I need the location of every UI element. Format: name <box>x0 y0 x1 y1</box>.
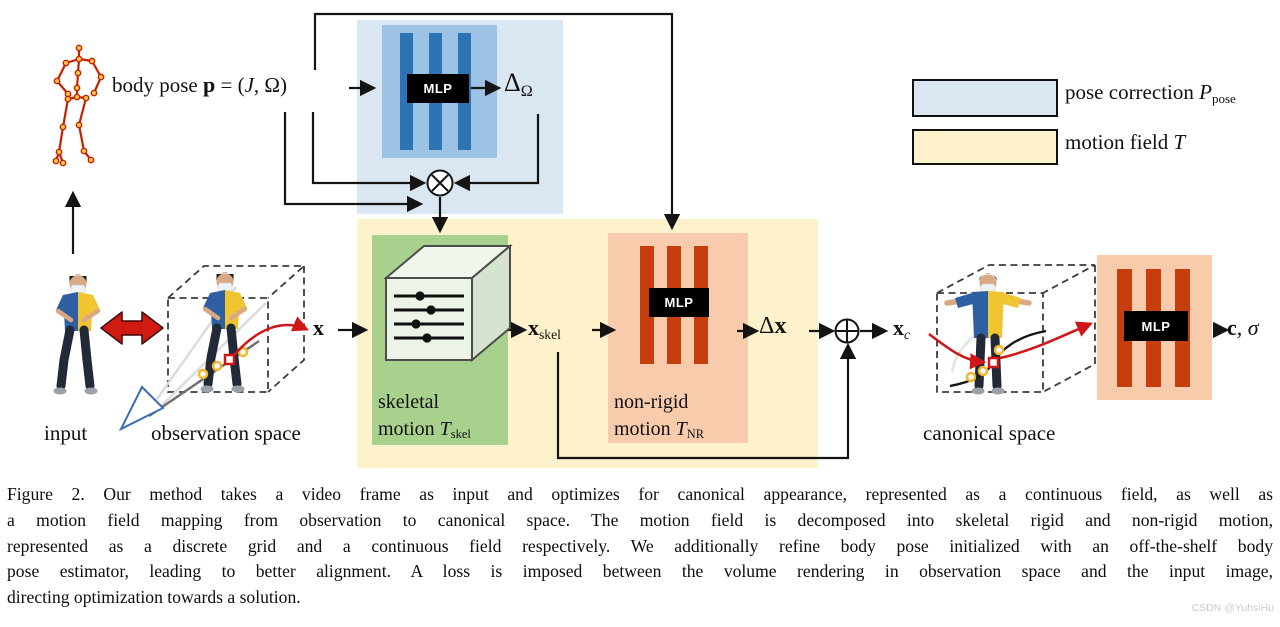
pose-mlp-label: MLP <box>407 74 469 103</box>
pose-multiply-node-icon <box>428 171 453 196</box>
figure-caption <box>7 482 1273 611</box>
c-subscript: c <box>904 326 911 342</box>
input-observation-double-arrow <box>101 312 163 344</box>
T-symbol: T <box>439 418 451 440</box>
skeletal-motion-label <box>378 389 471 445</box>
motion-text: motion <box>614 418 676 440</box>
nonrigid-text: non-rigid <box>614 391 689 413</box>
body-pose-text: body pose <box>112 73 203 97</box>
x-symbol: x <box>774 313 787 339</box>
sigma-symbol: σ <box>1247 315 1259 340</box>
motion-field-text: motion field <box>1065 130 1174 154</box>
delta-symbol: Δ <box>759 313 775 339</box>
pose-subscript: pose <box>1211 90 1236 106</box>
caption-line: represented as a discrete grid and a continuous field respectively. We additionally refine body pose initialized with an off-the-shelf body <box>7 535 1273 556</box>
nonrigid-motion-label <box>614 389 704 445</box>
delta-omega-to-multiply-line <box>457 114 538 183</box>
caption-line: pose estimator, leading to better alignment. A loss is imposed between the volume rendering in observation space and the input image, <box>7 561 1273 582</box>
caption-line: a motion field mapping from observation to canonical space. The motion field is decomposed into skeletal rigid and non-rigid motion, <box>7 509 1273 530</box>
x-symbol: x <box>528 315 539 340</box>
canonical-space-cube <box>937 265 1095 392</box>
canonical-person-photo <box>947 274 1029 395</box>
motion-text: motion <box>378 418 440 440</box>
nonrigid-mlp-label: MLP <box>649 288 709 317</box>
skeletal-text: skeletal <box>378 391 440 413</box>
J-symbol: J <box>244 73 254 97</box>
caption-line: directing optimization towards a solution. <box>7 587 301 608</box>
T-symbol: T <box>675 418 687 440</box>
c-symbol: c <box>1227 315 1237 340</box>
x-label: x <box>313 315 324 340</box>
input-label: input <box>44 421 88 445</box>
joints-line <box>285 112 420 204</box>
skel-subscript: skel <box>539 326 561 342</box>
position-add-node-icon <box>836 320 859 343</box>
delta-omega-label <box>504 68 533 98</box>
omega-subscript: Ω <box>520 82 533 100</box>
omega-line <box>313 112 423 183</box>
NR-subscript: NR <box>686 427 705 442</box>
body-pose-label <box>112 72 287 98</box>
canonical-to-mlp-red-arrow <box>1000 324 1090 358</box>
T-symbol: T <box>1173 130 1186 154</box>
comma-text: , <box>1236 315 1248 340</box>
legend-pose-correction-label <box>1065 80 1236 105</box>
pose-to-nonrigid-feedback-line <box>315 14 672 227</box>
P-symbol: P <box>1199 80 1212 104</box>
delta-x-label <box>759 313 786 340</box>
observation-space-label: observation space <box>151 421 301 445</box>
x-skel-label <box>528 315 561 341</box>
body-pose-skeleton-icon <box>53 45 103 165</box>
pose-correction-text: pose correction <box>1065 80 1200 104</box>
skel-subscript: skel <box>450 427 471 442</box>
legend-motion-field-label <box>1065 130 1185 155</box>
canonical-mlp-label: MLP <box>1124 311 1188 341</box>
x-c-label <box>893 315 910 341</box>
delta-symbol: Δ <box>504 68 521 97</box>
equals-text: = ( <box>215 73 245 97</box>
x-symbol: x <box>893 315 904 340</box>
omega-text: , Ω) <box>253 73 288 97</box>
p-symbol: p <box>203 72 216 97</box>
input-person-photo <box>54 275 101 395</box>
watermark: CSDN @YuhsiHu <box>1191 602 1274 614</box>
canonical-space-label: canonical space <box>923 421 1056 445</box>
skeletal-grid-cube-icon <box>386 246 510 360</box>
c-sigma-label <box>1227 315 1259 341</box>
caption-line: Figure 2. Our method takes a video frame as input and optimizes for canonical appearance, represented as a continuous field, as well as <box>7 484 1273 504</box>
